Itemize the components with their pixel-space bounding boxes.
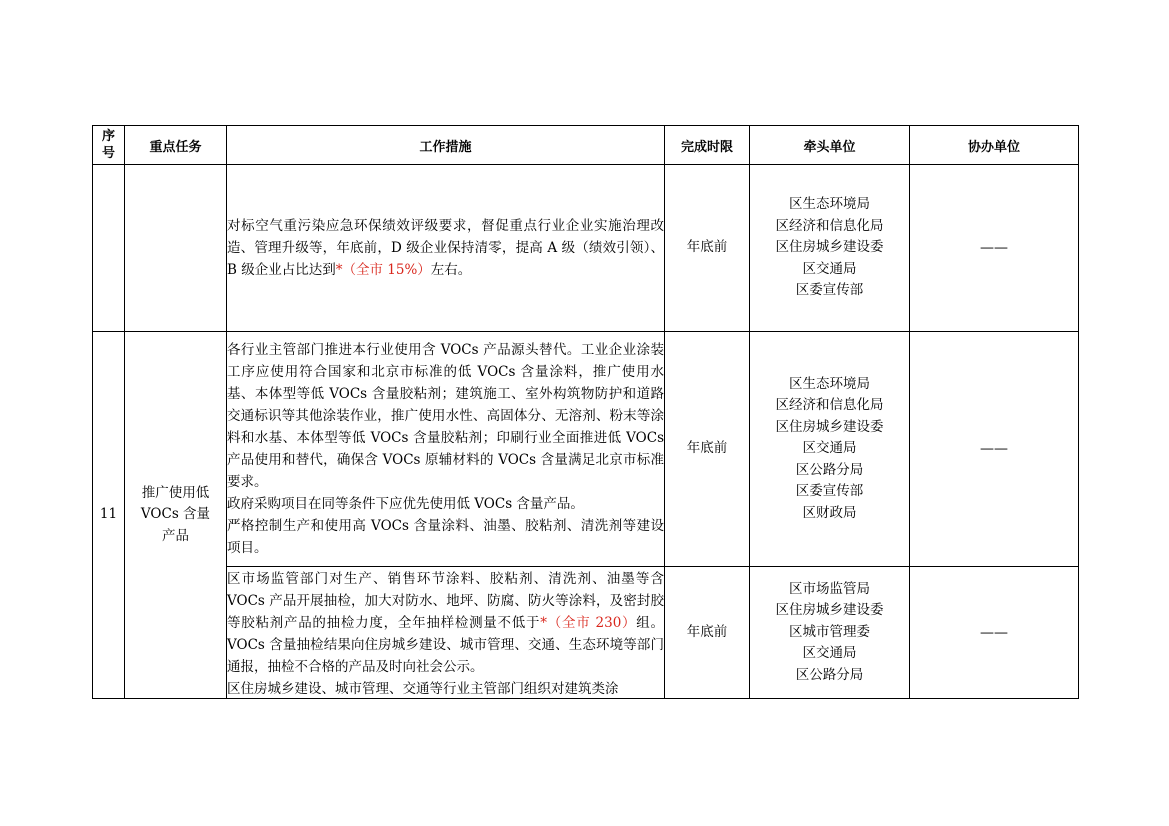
header-lead: 牵头单位 (750, 126, 910, 165)
table-row (93, 332, 1079, 567)
lead-unit: 区生态环境局 (789, 196, 870, 213)
measure-paragraph: 区住房城乡建设、城市管理、交通等行业主管部门组织对建筑类涂 (227, 681, 619, 697)
table-row (93, 165, 1079, 332)
lead-unit: 区住房城乡建设委 (775, 602, 884, 619)
cell-lead-units (750, 332, 910, 567)
lead-unit: 区城市管理委 (789, 623, 870, 640)
measure-target-highlight: *（全市 230） (540, 615, 637, 631)
cell-measure (227, 567, 665, 699)
lead-unit: 区经济和信息化局 (775, 397, 884, 414)
cell-task (125, 165, 227, 332)
lead-unit: 区经济和信息化局 (775, 217, 884, 234)
cell-deadline: 年底前 (665, 567, 750, 699)
cell-assist: —— (910, 165, 1079, 332)
lead-unit: 区交通局 (802, 440, 857, 457)
lead-unit: 区财政局 (802, 504, 857, 521)
measure-paragraph: 政府采购项目在同等条件下应优先使用低 VOCs 含量产品。 (227, 496, 584, 512)
header-measures: 工作措施 (227, 126, 665, 165)
measure-text: 对标空气重污染应急环保绩效评级要求，督促重点行业企业实施治理改造、管理升级等，年底前，D 级企业保持清零，提高 A 级（绩效引领）、B 级企业占比达到 (227, 218, 664, 278)
lead-unit: 区住房城乡建设委 (775, 239, 884, 256)
table-header-row (93, 126, 1079, 165)
cell-lead-units (750, 567, 910, 699)
lead-unit: 区住房城乡建设委 (775, 418, 884, 435)
measure-clip (227, 567, 664, 698)
cell-assist: —— (910, 332, 1079, 567)
header-seq-label: 序号 (101, 129, 115, 161)
lead-unit: 区交通局 (802, 260, 857, 277)
cell-assist: —— (910, 567, 1079, 699)
lead-unit: 区委宣传部 (795, 282, 864, 299)
task-table (92, 125, 1079, 699)
header-task: 重点任务 (125, 126, 227, 165)
table-row (93, 567, 1079, 699)
measure-target-highlight: *（全市 15%） (335, 262, 431, 278)
lead-unit: 区委宣传部 (795, 483, 864, 500)
measure-paragraph (227, 568, 664, 678)
cell-measure (227, 332, 665, 567)
cell-lead-units (750, 165, 910, 332)
header-assist: 协办单位 (910, 126, 1079, 165)
lead-unit: 区生态环境局 (789, 375, 870, 392)
cell-seq: 11 (93, 332, 125, 699)
task-name: 推广使用低 VOCs 含量产品 (140, 484, 211, 544)
measure-paragraph: 严格控制生产和使用高 VOCs 含量涂料、油墨、胶粘剂、清洗剂等建设项目。 (227, 518, 664, 556)
lead-unit: 区公路分局 (795, 461, 864, 478)
measure-text-end: 左右。 (430, 262, 472, 278)
cell-measure (227, 165, 665, 332)
header-seq (93, 126, 125, 165)
header-deadline: 完成时限 (665, 126, 750, 165)
measure-paragraph: 各行业主管部门推进本行业使用含 VOCs 产品源头替代。工业企业涂装工序应使用符合国家和北京市标准的低 VOCs 含量涂料，推广使用水基、本体型等低 VOCs 含量胶粘剂；建筑施工、室外构筑物防护和道路交通标识等其他涂装作业，推广使用水性、高固体分、无溶剂、粉末等涂料和水基、本体型等低 VOCs 含量胶粘剂；印刷行业全面推进低 VOCs 产品使用和替代，确保含 VOCs 原辅材料的 VOCs 含量满足北京市标准要求。 (227, 342, 664, 490)
cell-task (125, 332, 227, 699)
lead-unit: 区公路分局 (795, 666, 864, 683)
cell-deadline: 年底前 (665, 165, 750, 332)
lead-unit: 区交通局 (802, 645, 857, 662)
cell-deadline: 年底前 (665, 332, 750, 567)
measure-text-end: 组。VOCs 含量抽检结果向住房城乡建设、城市管理、交通、生态环境等部门通报，抽检不合格的产品及时向社会公示。 (227, 615, 664, 675)
measure-text: 区市场监管部门对生产、销售环节涂料、胶粘剂、清洗剂、油墨等含 VOCs 产品开展抽检，加大对防水、地坪、防腐、防火等涂料，及密封胶等胶粘剂产品的抽检力度，全年抽样检测量不低于 (227, 571, 664, 631)
lead-unit: 区市场监管局 (789, 580, 870, 597)
cell-seq (93, 165, 125, 332)
